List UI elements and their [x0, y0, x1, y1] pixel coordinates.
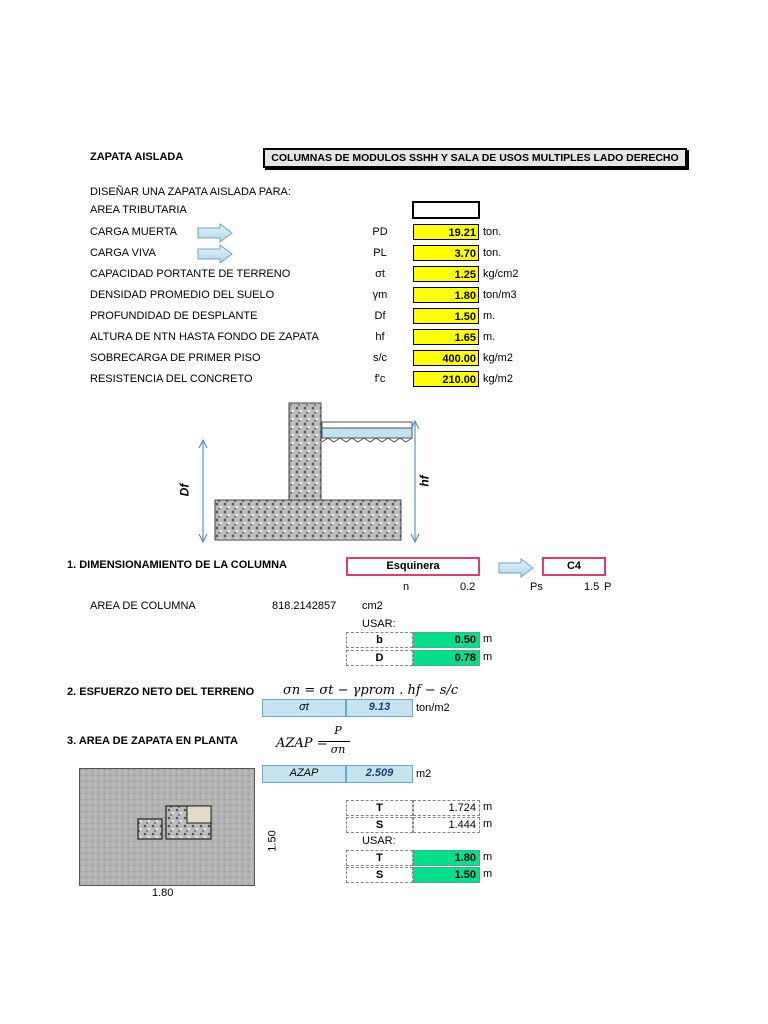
column-code-box: C4: [542, 557, 606, 576]
sigma-key: σt: [262, 699, 346, 717]
dim-unit: m: [483, 818, 493, 830]
azap-formula-lhs: AZAP =: [276, 736, 328, 751]
input-unit: ton/m3: [483, 289, 517, 301]
input-symbol: σt: [375, 268, 385, 280]
input-label: RESISTENCIA DEL CONCRETO: [90, 373, 253, 385]
project-title-box: COLUMNAS DE MODULOS SSHH Y SALA DE USOS MULTIPLES LADO DERECHO: [263, 148, 687, 168]
section2-title: 2. ESFUERZO NETO DEL TERRENO: [67, 686, 255, 698]
input-symbol: PD: [372, 226, 388, 238]
sigma-unit: ton/m2: [416, 702, 450, 714]
input-unit: m.: [483, 310, 496, 322]
area-columna-unit: cm2: [362, 600, 383, 612]
input-value[interactable]: 1.25: [413, 266, 479, 282]
input-label: CARGA VIVA: [90, 247, 156, 259]
dim-unit: m: [483, 851, 493, 863]
net-stress-formula: σn = σt − γprom . hf − s/c: [283, 683, 459, 698]
input-label: ALTURA DE NTN HASTA FONDO DE ZAPATA: [90, 331, 319, 343]
area-columna-label: AREA DE COLUMNA: [90, 600, 196, 612]
dim-key: T: [346, 800, 413, 816]
n-value: 0.2: [460, 581, 476, 593]
arrow-right-icon: [196, 223, 236, 263]
input-value[interactable]: 1.65: [413, 329, 479, 345]
input-value[interactable]: 3.70: [413, 245, 479, 261]
dim-key: T: [346, 850, 413, 866]
dim-value: 1.444: [413, 817, 480, 833]
area-tributaria-input[interactable]: [412, 201, 480, 219]
input-value[interactable]: 400.00: [413, 350, 479, 366]
section3-title: 3. AREA DE ZAPATA EN PLANTA: [67, 735, 238, 747]
area-tributaria-label: AREA TRIBUTARIA: [90, 204, 187, 216]
input-unit: kg/m2: [483, 352, 513, 364]
footing-section-diagram: [175, 398, 445, 544]
plan-width-label: 1.80: [152, 887, 174, 899]
input-symbol: Df: [374, 310, 386, 322]
dim-key: D: [346, 650, 413, 666]
area-columna-value: 818.2142857: [272, 600, 337, 612]
input-symbol: PL: [373, 247, 387, 259]
dim-key: S: [346, 817, 413, 833]
dim-value: 1.724: [413, 800, 480, 816]
hf-label: hf: [417, 475, 432, 487]
dim-unit: m: [483, 633, 493, 645]
input-value[interactable]: 19.21: [413, 224, 479, 240]
input-symbol: hf: [375, 331, 385, 343]
n-label: n: [403, 581, 410, 593]
dim-unit: m: [483, 651, 493, 663]
df-label: Df: [177, 483, 192, 497]
azap-formula-den: σn: [330, 743, 346, 756]
azap-formula-num: P: [334, 724, 342, 737]
input-value[interactable]: 1.50: [413, 308, 479, 324]
section1-title: 1. DIMENSIONAMIENTO DE LA COLUMNA: [67, 559, 288, 571]
input-value[interactable]: 1.80: [413, 287, 479, 303]
azap-key: AZAP: [262, 765, 346, 783]
azap-value: 2.509: [346, 765, 413, 783]
sigma-value: 9.13: [346, 699, 413, 717]
arrow-right-icon: [497, 558, 537, 578]
p-label: P: [604, 581, 612, 593]
usar-label: USAR:: [362, 618, 396, 630]
input-unit: ton.: [483, 247, 502, 259]
dim-unit: m: [483, 801, 493, 813]
input-label: DENSIDAD PROMEDIO DEL SUELO: [90, 289, 275, 301]
input-symbol: s/c: [372, 352, 388, 364]
design-intro: DISEÑAR UNA ZAPATA AISLADA PARA:: [90, 186, 291, 198]
input-value[interactable]: 210.00: [413, 371, 479, 387]
dim-value[interactable]: 0.78: [413, 650, 480, 666]
input-unit: kg/m2: [483, 373, 513, 385]
input-label: PROFUNDIDAD DE DESPLANTE: [90, 310, 258, 322]
ps-label: Ps: [530, 581, 543, 593]
azap-unit: m2: [416, 768, 432, 780]
dim-value[interactable]: 1.50: [413, 867, 480, 883]
input-symbol: γm: [372, 289, 388, 301]
column-type-select[interactable]: Esquinera: [346, 557, 480, 576]
input-symbol: f'c: [374, 373, 386, 385]
input-unit: ton.: [483, 226, 502, 238]
input-label: SOBRECARGA DE PRIMER PISO: [90, 352, 261, 364]
dim-key: S: [346, 867, 413, 883]
input-unit: m.: [483, 331, 496, 343]
page-title: ZAPATA AISLADA: [90, 151, 184, 163]
dim-value[interactable]: 1.80: [413, 850, 480, 866]
dim-key: b: [346, 632, 413, 648]
usar-label: USAR:: [362, 835, 396, 847]
input-unit: kg/cm2: [483, 268, 519, 280]
dim-value[interactable]: 0.50: [413, 632, 480, 648]
footing-plan-diagram: [79, 768, 255, 886]
dim-unit: m: [483, 868, 493, 880]
p-value: 1.5: [584, 581, 600, 593]
plan-height-label: 1.50: [266, 830, 279, 852]
input-label: CAPACIDAD PORTANTE DE TERRENO: [90, 268, 291, 280]
input-label: CARGA MUERTA: [90, 226, 177, 238]
